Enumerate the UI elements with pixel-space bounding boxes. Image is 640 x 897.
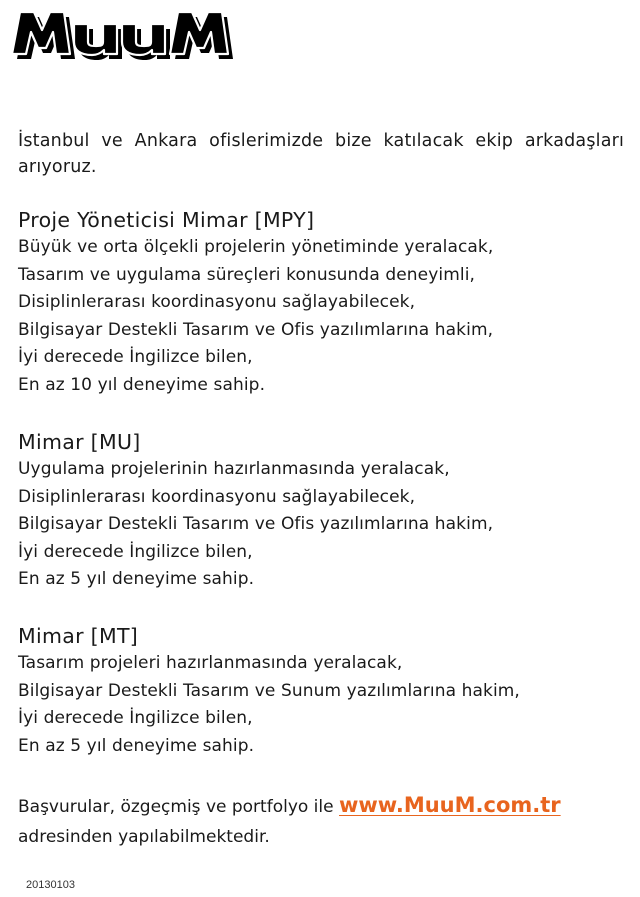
requirement-item: Disiplinlerarası koordinasyonu sağlayabilecek, (18, 292, 416, 312)
document-date: 20130103 (26, 879, 75, 891)
requirement-item: Büyük ve orta ölçekli projelerin yönetiminde yeralacak, (18, 237, 494, 257)
requirement-item: Bilgisayar Destekli Tasarım ve Ofis yazılımlarına hakim, (18, 514, 494, 534)
position-title: Mimar [MT] (18, 624, 139, 648)
application-text-after: adresinden yapılabilmektedir. (18, 827, 270, 847)
intro-line-1: İstanbul ve Ankara ofislerimizde bize katılacak ekip arkadaşları (18, 131, 625, 151)
position-mu (18, 428, 628, 594)
requirement-item: İyi derecede İngilizce bilen, (18, 541, 253, 562)
requirements-list (18, 456, 628, 594)
application-text-before: Başvurular, özgeçmiş ve portfolyo ile (18, 797, 339, 817)
requirement-item: En az 10 yıl deneyime sahip. (18, 374, 266, 395)
requirement-item: İyi derecede İngilizce bilen, (18, 708, 253, 728)
requirement-item: Bilgisayar Destekli Tasarım ve Sunum yazılımlarına hakim, (18, 680, 520, 701)
position-mpy (18, 206, 628, 399)
requirement-item: En az 5 yıl deneyime sahip. (18, 735, 255, 756)
position-mt (18, 622, 628, 760)
intro-text (18, 128, 638, 180)
requirements-list (18, 234, 628, 399)
application-info (18, 790, 638, 852)
requirement-item: Uygulama projelerinin hazırlanmasında yeralacak, (18, 459, 450, 479)
intro-line-2: arıyoruz. (18, 157, 97, 177)
requirements-list (18, 650, 628, 760)
requirement-item: Bilgisayar Destekli Tasarım ve Ofis yazılımlarına hakim, (18, 319, 494, 340)
position-title: Proje Yöneticisi Mimar [MPY] (18, 208, 315, 232)
requirement-item: İyi derecede İngilizce bilen, (18, 347, 253, 367)
requirement-item: Tasarım projeleri hazırlanmasında yeralacak, (18, 653, 403, 673)
website-link[interactable]: www.MuuM.com.tr (339, 793, 561, 817)
requirement-item: En az 5 yıl deneyime sahip. (18, 569, 255, 589)
position-title: Mimar [MU] (18, 430, 141, 454)
muum-logo (8, 0, 240, 72)
requirement-item: Disiplinlerarası koordinasyonu sağlayabilecek, (18, 486, 416, 507)
requirement-item: Tasarım ve uygulama süreçleri konusunda deneyimli, (18, 264, 476, 285)
